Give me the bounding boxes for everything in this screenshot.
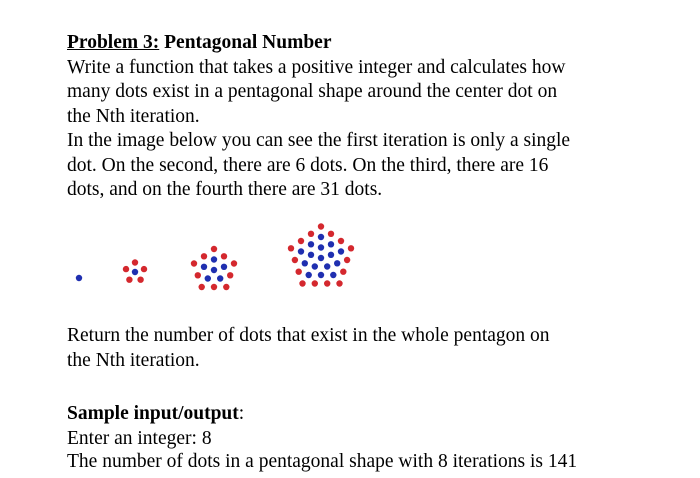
- dot: [338, 238, 344, 244]
- dot: [299, 280, 305, 286]
- dot: [308, 241, 314, 247]
- dot: [318, 255, 324, 261]
- problem-title-text: Pentagonal Number: [159, 32, 332, 53]
- dot: [195, 272, 201, 278]
- dot: [336, 280, 342, 286]
- dot: [221, 253, 227, 259]
- dot: [211, 256, 217, 262]
- sample-input-line: Enter an integer: 8: [67, 427, 212, 449]
- problem-label: Problem 3:: [67, 32, 160, 53]
- dots-layer: [76, 223, 354, 290]
- dot: [308, 231, 314, 237]
- dot: [306, 272, 312, 278]
- dot: [324, 263, 330, 269]
- dot: [344, 257, 350, 263]
- dot: [340, 269, 346, 275]
- sample-heading: [67, 402, 667, 427]
- description-line: Write a function that takes a positive integer and calculates how: [67, 56, 566, 78]
- dot: [312, 263, 318, 269]
- dot: [348, 245, 354, 251]
- dot: [328, 231, 334, 237]
- dot: [191, 260, 197, 266]
- dot: [298, 238, 304, 244]
- dot: [137, 277, 143, 283]
- sample-output-line: The number of dots in a pentagonal shape with 8 iterations is 141: [67, 450, 578, 472]
- dot: [302, 260, 308, 266]
- dot: [201, 253, 207, 259]
- dot: [288, 245, 294, 251]
- dot: [223, 284, 229, 290]
- dot: [123, 266, 129, 272]
- dot: [201, 264, 207, 270]
- problem-text: [67, 31, 667, 203]
- dot: [211, 267, 217, 273]
- dot: [318, 234, 324, 240]
- figure-iteration-4: [288, 223, 354, 286]
- dot: [217, 275, 223, 281]
- dot: [334, 260, 340, 266]
- dot: [292, 257, 298, 263]
- dot: [308, 252, 314, 258]
- figure-iteration-1: [76, 275, 82, 281]
- dot: [330, 272, 336, 278]
- figure-iteration-2: [123, 259, 147, 283]
- return-line: Return the number of dots that exist in the whole pentagon on: [67, 325, 550, 346]
- dot: [141, 266, 147, 272]
- return-line: the Nth iteration.: [67, 349, 200, 371]
- description-line: dots, and on the fourth there are 31 dots.: [67, 179, 383, 200]
- dot: [328, 252, 334, 258]
- dot: [199, 284, 205, 290]
- description-line: In the image below you can see the first iteration is only a single: [67, 130, 571, 151]
- figure-iteration-3: [191, 246, 237, 290]
- return-text: [67, 324, 667, 473]
- dot: [318, 223, 324, 229]
- dot: [324, 280, 330, 286]
- dot: [221, 264, 227, 270]
- description-line: the Nth iteration.: [67, 105, 200, 127]
- dot: [126, 277, 132, 283]
- sample-heading-text: Sample input/output: [67, 403, 239, 424]
- sample-heading-colon: :: [238, 403, 245, 424]
- dot: [318, 244, 324, 250]
- description-line: dot. On the second, there are 6 dots. On the third, there are 16: [67, 154, 549, 176]
- description-line: many dots exist in a pentagonal shape around the center dot on: [67, 81, 558, 102]
- dot: [211, 284, 217, 290]
- dot: [132, 259, 138, 265]
- dot: [205, 275, 211, 281]
- dot: [231, 260, 237, 266]
- problem-title: [67, 31, 667, 56]
- dot: [132, 269, 138, 275]
- dot: [328, 241, 334, 247]
- dot: [227, 272, 233, 278]
- dot: [338, 248, 344, 254]
- dot: [296, 269, 302, 275]
- dot: [76, 275, 82, 281]
- dot: [312, 280, 318, 286]
- dot: [298, 248, 304, 254]
- dot: [318, 272, 324, 278]
- dot: [211, 246, 217, 252]
